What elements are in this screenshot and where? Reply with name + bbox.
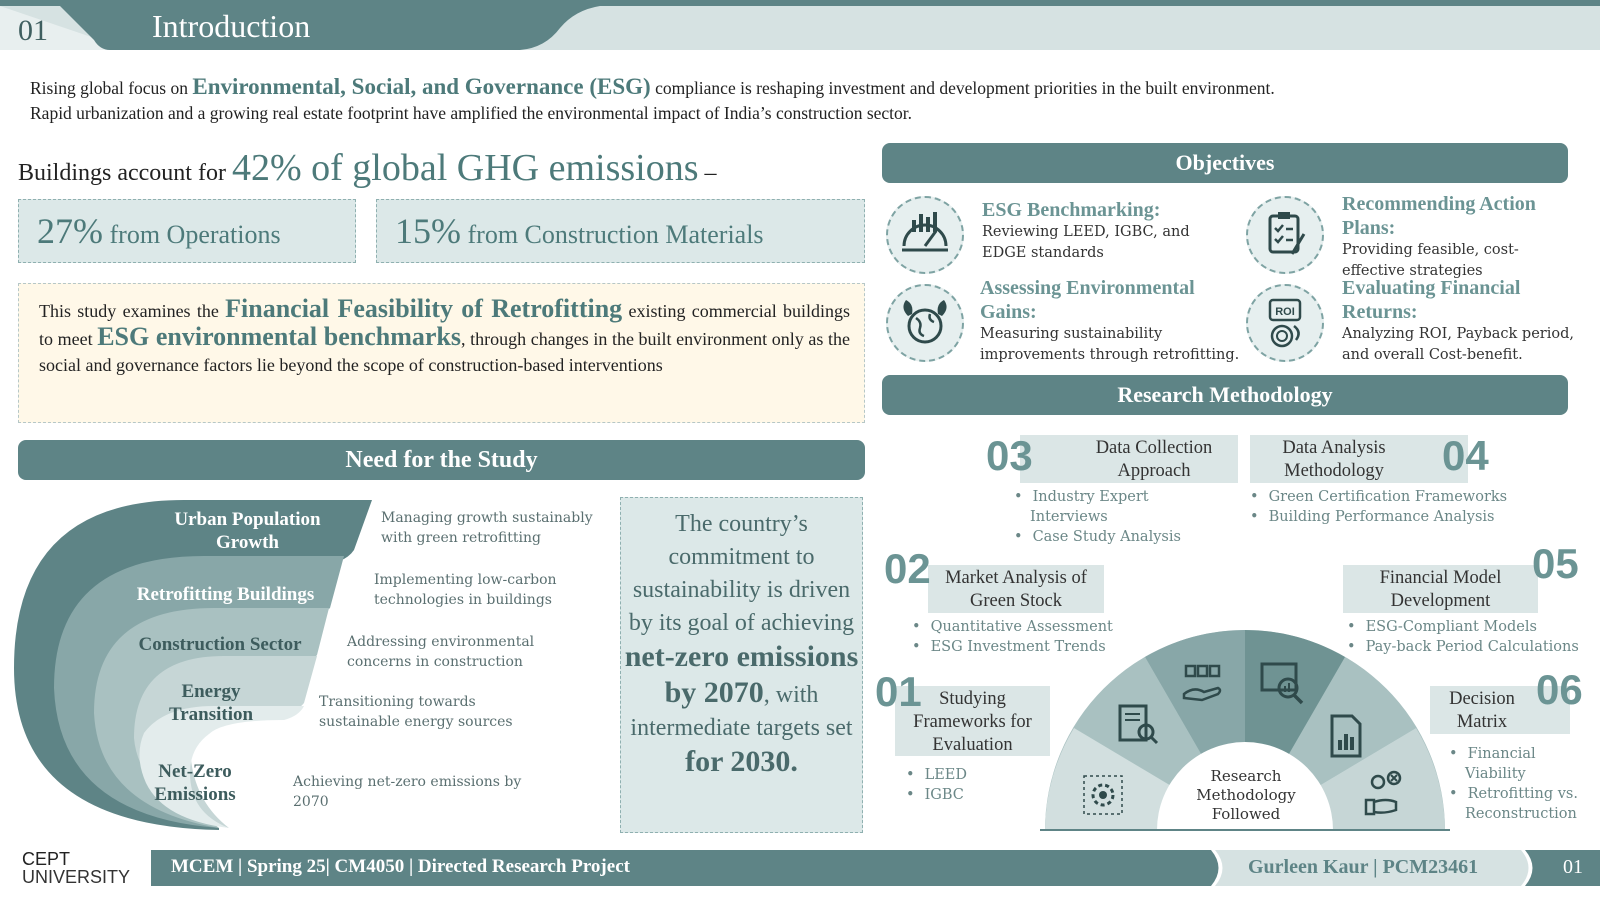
step-03-box: Data Collection Approach	[1020, 435, 1238, 483]
esg-highlight: Environmental, Social, and Governance (ESG)	[192, 74, 651, 99]
step-05-number: 05	[1532, 540, 1579, 587]
buildings-hand-icon	[1178, 660, 1228, 710]
methodology-header: Research Methodology	[882, 375, 1568, 415]
step-04-bullets: • Green Certification Frameworks • Building Performance Analysis	[1250, 487, 1540, 527]
step-02-bullets: • Quantitative Assessment • ESG Investment Trends	[912, 617, 1142, 657]
step-06-box: Decision Matrix	[1430, 686, 1570, 734]
need-label-energy-transition: Energy Transition	[168, 681, 254, 725]
clipboard-checklist-icon	[1246, 196, 1324, 274]
step-02-box: Market Analysis of Green Stock	[928, 565, 1104, 613]
methodology-center-label: Research Methodology Followed	[1196, 767, 1296, 823]
need-label-construction-sector: Construction Sector	[138, 634, 302, 655]
globe-leaves-icon	[886, 284, 964, 362]
step-04-number: 04	[1442, 432, 1489, 479]
commitment-box: The country’s commitment to sustainability is driven by its goal of achieving net-zero emissions by 2070, with intermediate targets set for 2030.	[620, 497, 863, 833]
step-02-number: 02	[884, 545, 931, 592]
objective-esg-benchmarking: ESG Benchmarking: Reviewing LEED, IGBC, and EDGE standards	[982, 199, 1190, 261]
step-05-box: Financial Model Development	[1343, 565, 1538, 613]
footer-page-number: 01	[1563, 856, 1583, 878]
step-06-number: 06	[1536, 666, 1583, 713]
need-desc-construction-sector: Addressing environmental concerns in construction	[347, 634, 535, 670]
ghg-headline: Buildings account for 42% of global GHG emissions –	[18, 147, 717, 189]
section-number: 01	[18, 14, 48, 47]
stat-construction-materials: 15% from Construction Materials	[376, 199, 865, 263]
step-01-number: 01	[875, 668, 922, 715]
objective-financial-returns: Evaluating Financial Returns: Analyzing ROI, Payback period, and overall Cost-benefit.	[1342, 277, 1574, 363]
footer-course-info: MCEM | Spring 25| CM4050 | Directed Research Project	[171, 856, 630, 877]
need-label-urban-population: Urban Population Growth	[174, 509, 321, 553]
document-search-icon	[1112, 700, 1162, 750]
objective-environmental-gains: Assessing Environmental Gains: Measuring sustainability improvements through retrofitting.	[980, 277, 1240, 363]
footer-author: Gurleen Kaur | PCM23461	[1248, 856, 1479, 878]
step-01-bullets: • LEED • IGBC	[906, 765, 1026, 805]
ghg-highlight: 42% of global GHG emissions	[231, 147, 699, 189]
svg-text:ROI: ROI	[1275, 306, 1295, 318]
step-05-bullets: • ESG-Compliant Models • Pay-back Period Calculations	[1347, 617, 1597, 657]
step-01-box: Studying Frameworks for Evaluation	[895, 686, 1050, 756]
step-04-box: Data Analysis Methodology	[1250, 435, 1468, 483]
need-desc-net-zero: Achieving net-zero emissions by 2070	[293, 774, 522, 810]
gears-icon	[1078, 770, 1128, 820]
objectives-header: Objectives	[882, 143, 1568, 183]
need-label-retrofitting: Retrofitting Buildings	[136, 584, 315, 605]
page-title: Introduction	[152, 8, 311, 44]
cept-logo: CEPT UNIVERSITY	[22, 849, 131, 887]
need-label-net-zero: Net-Zero Emissions	[154, 761, 236, 805]
stat-operations: 27% from Operations	[18, 199, 356, 263]
intro-text: Rising global focus on Environmental, Social, and Governance (ESG) compliance is reshaping investment and development priorities in the built environment. Rapid urbanization and a growing real estate footprint have amplified the environmental impact of India’s construction sector.	[30, 74, 1275, 123]
report-chart-icon	[1320, 712, 1370, 762]
chart-magnifier-icon	[1258, 658, 1308, 708]
objective-action-plans: Recommending Action Plans: Providing feasible, cost-effective strategies	[1342, 193, 1536, 279]
step-06-bullets: • Financial Viability • Retrofitting vs. Reconstruction	[1449, 744, 1599, 824]
need-desc-urban-population: Managing growth sustainably with green retrofitting	[381, 510, 593, 546]
roi-coin-icon	[1246, 284, 1324, 362]
speedometer-chart-icon	[886, 196, 964, 274]
step-03-bullets: • Industry Expert Interviews • Case Study Analysis	[1014, 487, 1214, 547]
decision-hand-icon	[1360, 770, 1410, 820]
step-03-number: 03	[986, 432, 1033, 479]
need-section-header: Need for the Study	[18, 440, 865, 480]
need-desc-retrofitting: Implementing low-carbon technologies in buildings	[374, 572, 557, 608]
study-statement: This study examines the Financial Feasibility of Retrofitting existing commercial buildings to meet ESG environmental benchmarks, through changes in the built environment only as the social and governance factors lie beyond the scope of construction-based interventions	[18, 283, 865, 423]
need-desc-energy-transition: Transitioning towards sustainable energy sources	[319, 694, 513, 730]
